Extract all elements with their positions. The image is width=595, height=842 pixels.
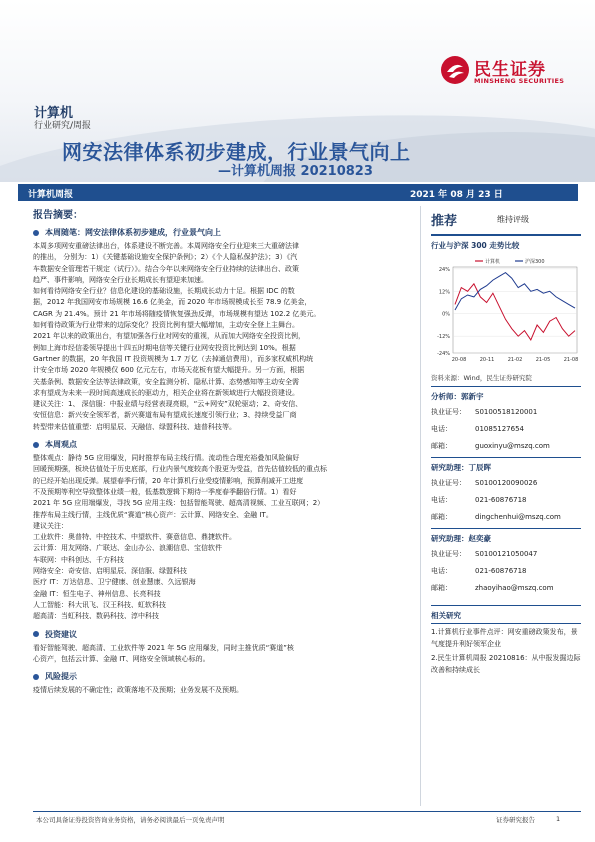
footer-label: 证券研究报告 xyxy=(496,816,535,824)
bullet-icon xyxy=(33,631,39,637)
text-line: Gartner 的数据，20 年我国 IT 投资规模为 1.7 万亿（去掉通信费用），而多家权威机构统 xyxy=(33,354,314,363)
section-heading xyxy=(33,671,413,682)
text-line: 工业软件：奥普特、中控技术、中望软件、赛意信息、鼎捷软件。 xyxy=(33,533,236,542)
logo-mark-icon xyxy=(440,55,470,85)
text-line: 关基条例、数据安全法等法律政策，安全监测分析、隐私计算、态势感知等主动安全需 xyxy=(33,377,299,386)
text-line: 建议关注：1、 深信服：中报业绩与经营表现亮眼，“云+网安”双轮驱动；2、奇安信、 xyxy=(33,400,303,409)
footer-line xyxy=(33,811,581,812)
contact-row xyxy=(431,546,581,563)
divider xyxy=(431,605,581,606)
x-tick-label: 21-02 xyxy=(507,357,523,363)
contact-key: 执业证号： xyxy=(431,479,466,487)
assistant2-label: 研究助理：赵奕豪 xyxy=(431,534,491,543)
text-line: 疫情后续发展的不确定性；政策落地不及预期；业务发展不及预期。 xyxy=(33,686,243,695)
text-line: 人工智能：科大讯飞、汉王科技、虹软科技 xyxy=(33,600,166,609)
x-tick-label: 21-08 xyxy=(563,357,579,363)
contact-row xyxy=(431,421,581,438)
plot-frame xyxy=(453,267,577,353)
text-line: 不及预期等利空导致整体业绩一般，低基数逻辑下期待一季度春季翻倍行情。1）看好 xyxy=(33,487,297,496)
divider xyxy=(431,386,581,387)
contact-value: 01085127654 xyxy=(475,425,524,433)
divider xyxy=(431,528,581,529)
related-research-item[interactable]: 2.民生计算机周报 20210816：从中报发掘边际改善和持续成长 xyxy=(431,654,581,674)
contact-key: 电话： xyxy=(431,567,452,575)
text-line: 超高清：当虹科技、数码科技、淳中科技 xyxy=(33,612,159,621)
section-body xyxy=(33,685,413,696)
y-tick-label: -12% xyxy=(437,334,450,341)
sector-name: 计算机 xyxy=(34,106,74,121)
report-title: 网安法律体系初步建成，行业景气向上 xyxy=(62,140,411,164)
legend-label: 计算机 xyxy=(485,259,501,265)
text-line: 的推出， 分别为：1）《关键基础设施安全保护条例》；2）《个人隐私保护法》；3）《汽 xyxy=(33,253,298,262)
y-tick-label: 24% xyxy=(438,266,450,273)
section-heading-text: 本周观点 xyxy=(45,440,77,450)
y-tick-label: 12% xyxy=(438,289,450,296)
bullet-icon xyxy=(33,442,39,448)
contact-key: 邮箱： xyxy=(431,584,452,592)
contact-value[interactable]: dingchenhui@mszq.com xyxy=(475,513,561,521)
contact-value: 021-60876718 xyxy=(475,567,527,575)
section-heading xyxy=(33,227,413,238)
text-line: 计安全市场 2020 年规模仅 600 亿元左右，市场天花板有望大幅提升。另一方面，根据 xyxy=(33,366,305,375)
series-line-0 xyxy=(455,284,575,340)
contact-row xyxy=(431,404,581,421)
related-research-list xyxy=(431,627,581,676)
column-divider xyxy=(420,206,421,806)
report-type: 行业研究/周报 xyxy=(34,121,92,131)
x-tick-label: 21-05 xyxy=(535,357,551,363)
info-bar-label: 计算机周报 xyxy=(28,190,74,200)
contact-row xyxy=(431,563,581,580)
section-heading xyxy=(33,439,413,450)
text-line: CAGR 为 21.4%。预计 21 年市场将随疫情恢复强劲反弹，市场规模有望达 102.2 亿美元。 xyxy=(33,309,321,318)
summary-heading: 报告摘要： xyxy=(33,210,83,221)
section-heading-text: 风险提示 xyxy=(45,672,77,682)
chart-source: 资料来源：Wind，民生证券研究院 xyxy=(431,374,532,382)
contact-row xyxy=(431,580,581,597)
section-heading-text: 投资建议 xyxy=(45,629,77,639)
text-line: 看好智能驾驶、超高清、工业软件等 2021 年 5G 应用爆发，同时主推优质“赛道”核 xyxy=(33,643,294,652)
summary-column xyxy=(33,206,413,696)
logo-chinese-text: 民生证券 xyxy=(474,60,546,80)
trend-chart xyxy=(431,253,581,371)
text-line: 2021 年 5G 应用端爆发，寻找 5G 应用主线：包括智能驾驶、超高清视频、工业互联网；2） xyxy=(33,499,325,508)
contact-key: 电话： xyxy=(431,425,452,433)
text-line: 推荐布局主线行情，主线优质“赛道”核心资产：云计算、网络安全、金融 IT。 xyxy=(33,510,273,519)
header-banner xyxy=(0,0,595,182)
chart-title: 行业与沪深 300 走势比较 xyxy=(431,241,520,250)
section-heading xyxy=(33,629,413,640)
contact-value: S0100121050047 xyxy=(475,550,538,558)
text-line: 2021 年以来的政策出台，有望加强各行业对网安的重视，从而加大网络安全投资比例， xyxy=(33,332,306,341)
divider xyxy=(431,457,581,458)
contact-value[interactable]: zhaoyihao@mszq.com xyxy=(475,584,554,592)
text-line: 本周多项网安重磅法律出台，体系建设不断完善。本周网络安全行业迎来三大重磅法律 xyxy=(33,242,299,250)
contact-key: 执业证号： xyxy=(431,408,466,416)
contact-row xyxy=(431,438,581,455)
text-line: 心资产，包括云计算、金融 IT、网络安全领域核心标的。 xyxy=(33,654,210,663)
text-line: 云计算：用友网络、广联达、金山办公、浪潮信息、宝信软件 xyxy=(33,544,222,553)
related-research-item[interactable]: 1.计算机行业事件点评：网安重磅政策发布，景气度提升利好领军企业 xyxy=(431,628,578,648)
logo-english-text: MINSHENG SECURITIES xyxy=(474,77,565,85)
x-tick-label: 20-08 xyxy=(451,357,467,363)
rating-underline xyxy=(431,234,581,236)
contact-row xyxy=(431,475,581,492)
text-line: 金融 IT：恒生电子、神州信息、长亮科技 xyxy=(33,589,161,598)
text-line: 网络安全：奇安信、启明星辰、深信服、绿盟科技 xyxy=(33,567,187,576)
y-tick-label: -24% xyxy=(437,351,450,357)
footer-disclaimer: 本公司具备证券投资咨询业务资格，请务必阅读最后一页免责声明 xyxy=(36,816,225,824)
page-number: 1 xyxy=(556,815,561,823)
report-date: 2021 年 08 月 23 日 xyxy=(410,190,503,200)
assistant1-contacts xyxy=(431,475,581,526)
analyst-contacts xyxy=(431,404,581,455)
recommend-label: 推荐 xyxy=(431,214,458,229)
contact-key: 执业证号： xyxy=(431,550,466,558)
report-subtitle: —计算机周报 20210823 xyxy=(218,164,373,179)
contact-row xyxy=(431,509,581,526)
x-tick-label: 20-11 xyxy=(479,357,495,363)
rating-row xyxy=(431,206,581,232)
analyst-label: 分析师：郭新宇 xyxy=(431,392,484,401)
text-line: 转型带来估值重塑：启明星辰、天融信、绿盟科技、迪普科技等。 xyxy=(33,422,236,431)
text-line: 车联网：中科创达、千方科技 xyxy=(33,555,124,564)
rating-value: 维持评级 xyxy=(497,215,529,224)
divider xyxy=(431,623,581,624)
assistant1-label: 研究助理：丁辰晖 xyxy=(431,463,491,472)
text-line: 建议关注： xyxy=(33,521,68,530)
section-body xyxy=(33,643,413,666)
y-tick-label: 0% xyxy=(442,311,450,318)
trend-chart-svg xyxy=(431,253,581,371)
section-body xyxy=(33,241,413,433)
contact-value[interactable]: guoxinyu@mszq.com xyxy=(475,442,550,450)
text-line: 如何看待网络安全行业？信息化建设的基础设施，长期成长动力十足。根据 IDC 的数 xyxy=(33,287,295,296)
text-line: 回暖预期强，板块估值处于历史底部，行业内景气度较高个股更为受益，首先估值较低的重点标 xyxy=(33,465,327,474)
contact-row xyxy=(431,492,581,509)
contact-value: 021-60876718 xyxy=(475,496,527,504)
text-line: 医疗 IT：万达信息、卫宁健康、创业慧康、久远银海 xyxy=(33,578,196,587)
section-heading-text: 本周随笔：网安法律体系初步建成，行业景气向上 xyxy=(45,228,221,237)
text-line: 安恒信息：新兴安全领军者，新兴赛道布局有望成长速度引领行业；3、持续受益厂商 xyxy=(33,411,297,420)
contact-value: S0100120090026 xyxy=(475,479,538,487)
text-line: 趋严、事件影响，网络安全行业长期成长有望迎来加速。 xyxy=(33,275,208,284)
text-line: 据，2012 年我国网安市场规模 16.6 亿美金，而 2020 年市场规模成长至 78.9 亿美金， xyxy=(33,298,312,307)
contact-key: 邮箱： xyxy=(431,513,452,521)
sidebar-column xyxy=(431,206,581,676)
text-line: 求有望成为未来一段时间高速成长的驱动力，相关企业将在新领域进行大幅投资建设。 xyxy=(33,388,299,397)
contact-value: S0100518120001 xyxy=(475,408,538,416)
text-line: 车数据安全管理若干规定（试行）》。结合今年以来网络安全行业持续的法律出台、政策 xyxy=(33,264,299,273)
assistant2-contacts xyxy=(431,546,581,597)
related-research-label: 相关研究 xyxy=(431,611,461,620)
text-line: 例如上海市经信委领导提出十四五时期电信等关键行业网安投资比例达到 10%。根据 xyxy=(33,343,296,352)
bullet-icon xyxy=(33,230,39,236)
bullet-icon xyxy=(33,674,39,680)
text-line: 如何看待政策为行业带来的边际变化？投资比例有望大幅增加，主动安全登上主舞台。 xyxy=(33,321,299,330)
company-logo xyxy=(440,55,580,95)
legend-label: 沪深300 xyxy=(525,259,545,265)
contact-key: 邮箱： xyxy=(431,442,452,450)
contact-key: 电话： xyxy=(431,496,452,504)
info-bar xyxy=(18,184,578,201)
text-line: 整体观点：静待 5G 应用爆发，同时推荐布局主线行情。流动性合理充裕叠加风险偏好 xyxy=(33,454,300,463)
text-line: 的已经开始出现反弹。展望春季行情，20 年计算机行业受疫情影响，预算削减开工进度 xyxy=(33,476,304,485)
section-body xyxy=(33,453,413,622)
